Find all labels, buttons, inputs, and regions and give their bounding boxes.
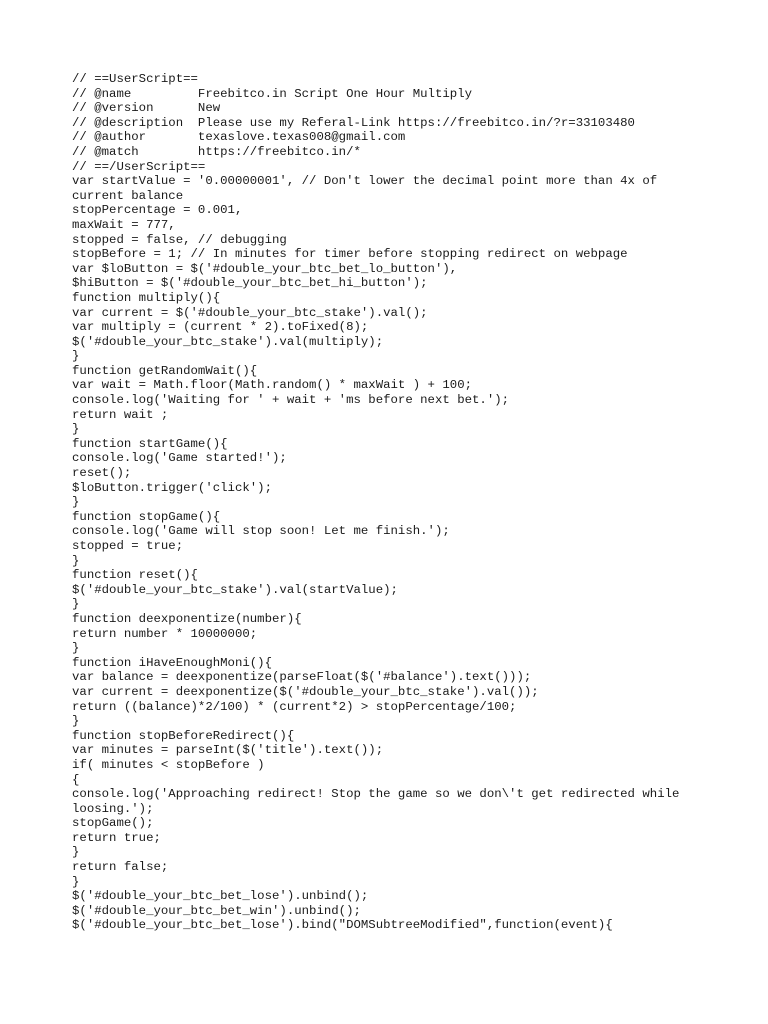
code-line: // ==/UserScript== [72,159,206,174]
code-line: var current = deexponentize($('#double_your_btc_stake').val()); [72,684,539,699]
code-line: current balance [72,188,184,203]
code-line: $('#double_your_btc_bet_lose').unbind(); [72,889,369,904]
code-line: var current = $('#double_your_btc_stake').val(); [72,305,428,320]
code-line: $loButton.trigger('click'); [72,480,273,495]
code-line: var balance = deexponentize(parseFloat($('#balance').text())); [72,670,532,685]
code-line: stopPercentage = 0.001, [72,203,243,218]
code-line: loosing.'); [72,801,154,816]
code-line: stopBefore = 1; // In minutes for timer before stopping redirect on webpage [72,247,628,262]
code-line: return ((balance)*2/100) * (current*2) > stopPercentage/100; [72,699,517,714]
code-line: function stopGame(){ [72,509,221,524]
code-line: } [72,349,80,364]
code-line: var minutes = parseInt($('title').text()); [72,743,384,758]
code-line: var $loButton = $('#double_your_btc_bet_lo_button'), [72,261,458,276]
code-line: // @match https://freebitco.in/* [72,144,361,159]
code-line: return number * 10000000; [72,626,258,641]
code-line: function multiply(){ [72,290,221,305]
code-line: } [72,553,80,568]
code-line: function stopBeforeRedirect(){ [72,728,295,743]
code-line: stopped = false, // debugging [72,232,287,247]
code-line: console.log('Approaching redirect! Stop the game so we don\'t get redirected while [72,787,680,802]
code-line: function iHaveEnoughMoni(){ [72,655,273,670]
code-line: // @name Freebitco.in Script One Hour Multiply [72,86,473,101]
code-line: } [72,874,80,889]
code-line: } [72,641,80,656]
code-line: } [72,845,80,860]
code-line: var multiply = (current * 2).toFixed(8); [72,320,369,335]
code-line: $('#double_your_btc_stake').val(startValue); [72,582,398,597]
code-line: function getRandomWait(){ [72,363,258,378]
code-line: // @version New [72,101,221,116]
code-line: if( minutes < stopBefore ) [72,757,265,772]
code-line: $hiButton = $('#double_your_btc_bet_hi_button'); [72,276,428,291]
code-line: reset(); [72,466,132,481]
code-line: var startValue = '0.00000001', // Don't lower the decimal point more than 4x of [72,174,658,189]
code-line: return false; [72,860,169,875]
code-line: console.log('Game started!'); [72,451,287,466]
code-line: } [72,597,80,612]
code-line: console.log('Game will stop soon! Let me finish.'); [72,524,450,539]
code-line: } [72,495,80,510]
code-line: $('#double_your_btc_bet_lose').bind("DOMSubtreeModified",function(event){ [72,918,613,933]
code-line: return wait ; [72,407,169,422]
code-line: stopped = true; [72,539,184,553]
code-line: function startGame(){ [72,436,228,451]
code-line: console.log('Waiting for ' + wait + 'ms before next bet.'); [72,393,510,408]
code-line: // @author texaslove.texas008@gmail.com [72,130,406,145]
code-line: return true; [72,830,161,845]
code-line: maxWait = 777, [72,217,176,232]
code-line: } [72,422,80,437]
code-line: $('#double_your_btc_bet_win').unbind(); [72,903,361,918]
code-line: // ==UserScript== [72,72,198,86]
code-line: var wait = Math.floor(Math.random() * maxWait ) + 100; [72,378,473,393]
code-line: $('#double_your_btc_stake').val(multiply); [72,334,384,349]
code-line: // @description Please use my Referal-Link https://freebitco.in/?r=33103480 [72,115,635,130]
code-listing [72,72,712,933]
code-line: { [72,772,80,787]
code-line: } [72,714,80,729]
code-line: function deexponentize(number){ [72,611,302,626]
code-line: function reset(){ [72,568,198,583]
code-line: stopGame(); [72,816,154,831]
